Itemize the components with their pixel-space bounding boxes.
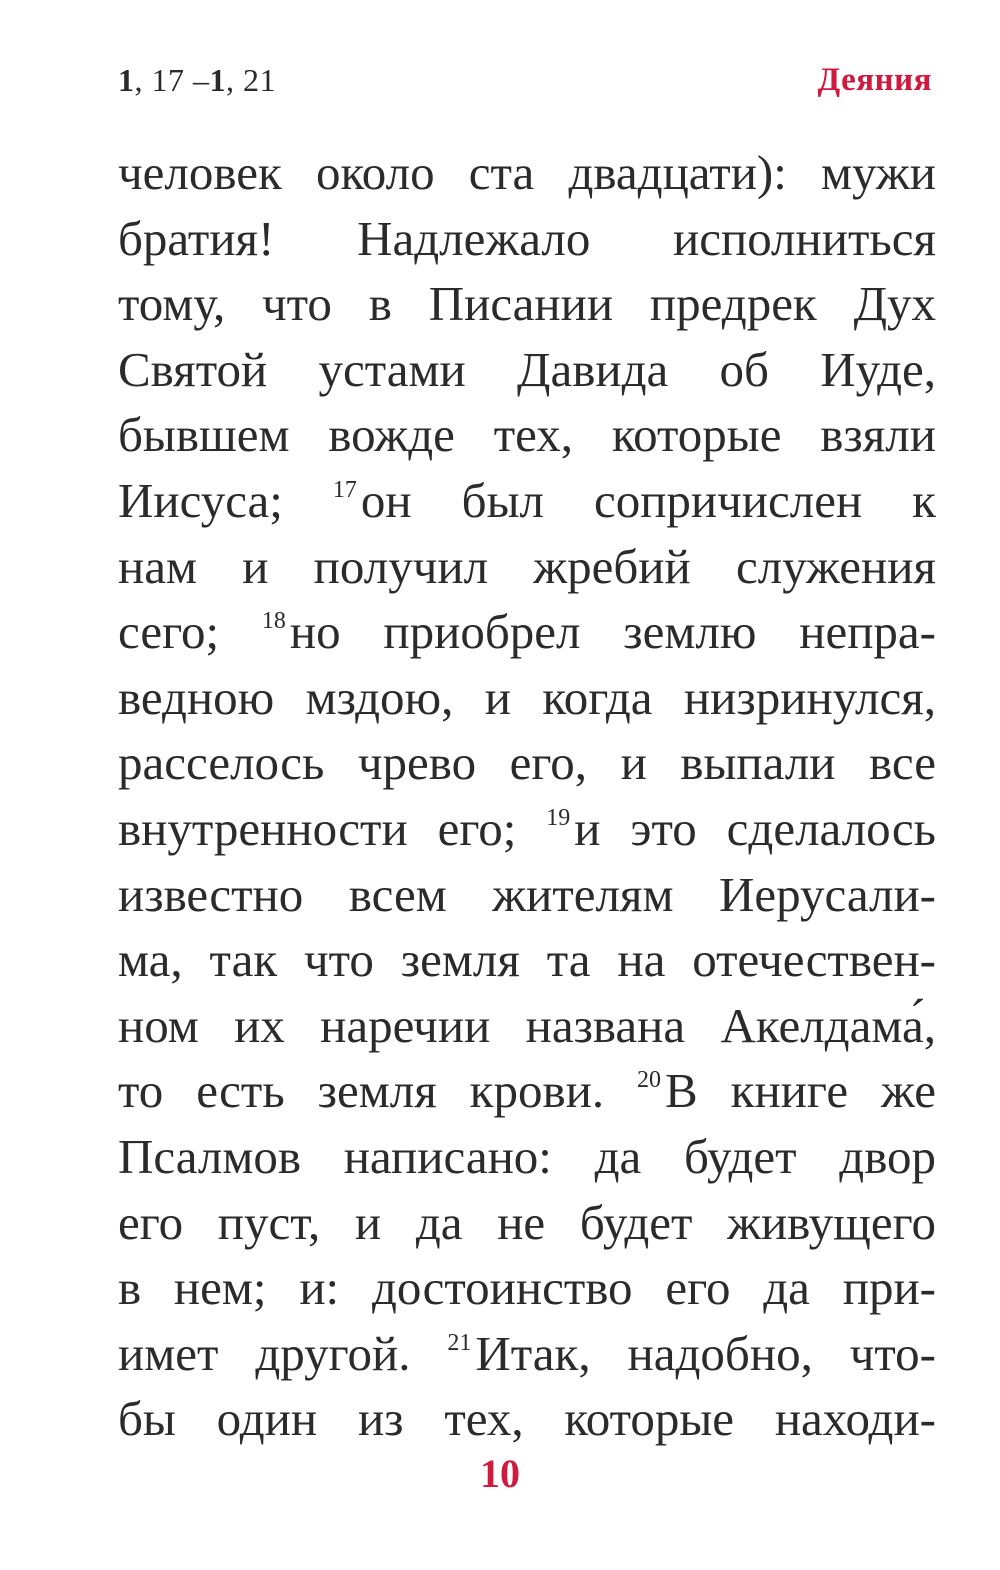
text-line: в нем; и: достоинство его да при- (118, 1260, 936, 1316)
text-line: его пуст, и да не будет живущего (118, 1194, 936, 1250)
text-segment: сего; (118, 604, 262, 660)
text-line: Псалмов написано: да будет двор (118, 1128, 936, 1184)
page-number: 10 (480, 1451, 520, 1496)
text-line: тому, что в Писании предрек Дух (118, 276, 936, 332)
ref-end-chapter: 1 (209, 62, 226, 98)
chapter-verse-reference: 1, 17 –1, 21 (118, 62, 276, 98)
ref-dash: – (193, 62, 210, 98)
text-line (118, 796, 936, 862)
text-line: человек около ста двадцати): мужи (118, 145, 936, 200)
ref-start-chapter: 1 (118, 62, 135, 98)
verse-number: 20 (637, 1067, 662, 1094)
text-line: ном их наречии названа Акелдама́, (118, 997, 936, 1053)
text-line (118, 599, 936, 665)
text-segment: и это сделалось (574, 800, 936, 856)
text-segment: то есть земля крови. (118, 1063, 638, 1119)
text-line: братия! Надлежало исполниться (118, 210, 936, 266)
text-line: Святой устами Давида об Иуде, (118, 341, 936, 397)
text-line (118, 1321, 936, 1387)
text-segment: В книге же (665, 1063, 937, 1119)
text-line: бывшем вожде тех, которые взяли (118, 407, 936, 463)
text-segment: Иисуса; (118, 472, 333, 528)
text-segment: внутренности его; (118, 800, 547, 856)
text-line (118, 468, 936, 534)
verse-number: 18 (261, 608, 286, 635)
text-segment: имет другой. (118, 1325, 448, 1381)
text-line: известно всем жителям Иерусали- (118, 866, 936, 922)
text-segment: он был сопричислен к (360, 472, 936, 528)
text-line: нам и получил жребий служения (118, 538, 936, 594)
text-segment: но приобрел землю непра- (289, 604, 936, 660)
scripture-text (118, 140, 936, 1452)
verse-number: 21 (447, 1329, 472, 1356)
text-line (118, 1058, 936, 1124)
text-line: ведною мздою, и когда низринулся, (118, 669, 936, 725)
verse-number: 17 (332, 476, 357, 503)
ref-start-verse: 17 (151, 62, 185, 98)
text-line: бы один из тех, которые находи- (118, 1391, 936, 1447)
text-segment: Итак, надобно, что- (475, 1325, 936, 1381)
book-title: Деяния (817, 62, 932, 98)
text-line: расселось чрево его, и выпали все (118, 735, 936, 791)
verse-number: 19 (546, 804, 571, 831)
running-head (118, 62, 932, 112)
text-line: ма, так что земля та на отечествен- (118, 932, 936, 988)
ref-end-verse: 21 (243, 62, 276, 98)
